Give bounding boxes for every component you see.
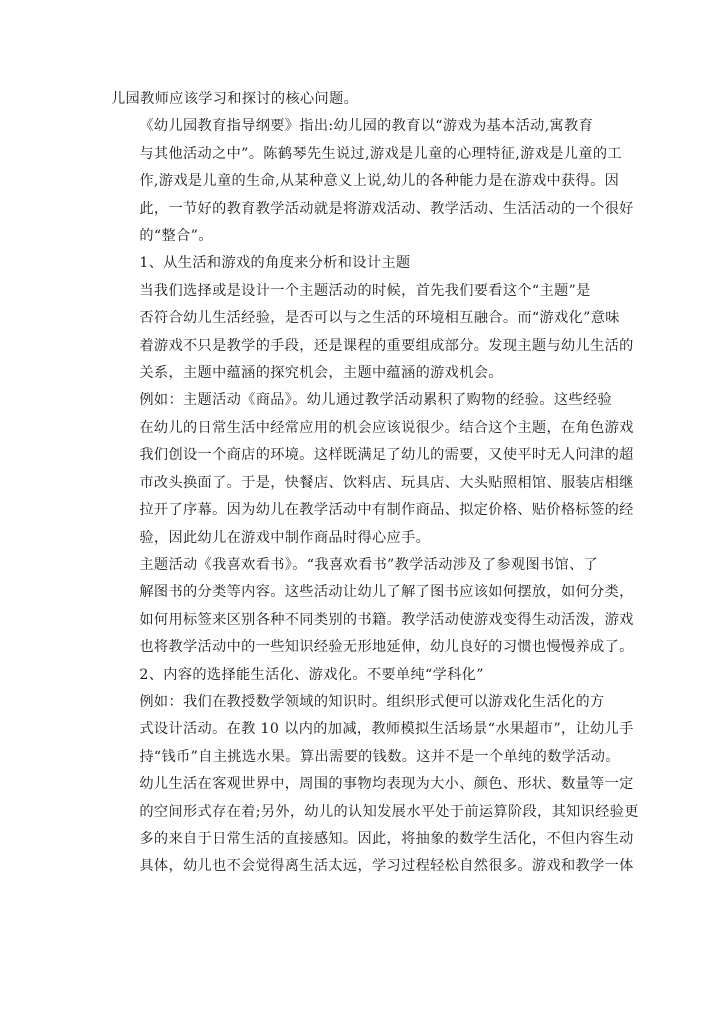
text-line: 作,游戏是儿童的生命,从某种意义上说,幼儿的各种能力是在游戏中获得。因 xyxy=(139,173,620,190)
text-line: 主题活动《我喜欢看书》。“我喜欢看书”教学活动涉及了参观图书馆、了 xyxy=(139,556,599,573)
text-line: 也将教学活动中的一些知识经验无形地延伸，幼儿良好的习惯也慢慢养成了。 xyxy=(139,639,634,656)
text-line: 多的来自于日常生活的直接感知。因此，将抽象的数学生活化，不但内容生动 xyxy=(139,830,634,847)
text-line: 拉开了序幕。因为幼儿在教学活动中有制作商品、拟定价格、贴价格标签的经 xyxy=(139,502,634,519)
paragraph xyxy=(111,689,639,881)
paragraph xyxy=(111,86,609,113)
text-line: 我们创设一个商店的环境。这样既满足了幼儿的需要，又使平时无人问津的超 xyxy=(139,447,634,464)
text-line: 在幼儿的日常生活中经常应用的机会应该说很少。结合这个主题，在角色游戏 xyxy=(139,419,634,436)
paragraph xyxy=(111,387,634,551)
text-line: 与其他活动之中”。陈鹤琴先生说过,游戏是儿童的心理特征,游戏是儿童的工 xyxy=(139,145,622,162)
paragraph xyxy=(111,278,634,388)
text-line: 式设计活动。在教 10 以内的加减，教师模拟生活场景“水果超市”，让幼儿手 xyxy=(139,721,634,738)
paragraph xyxy=(111,250,609,277)
text-line: 验，因此幼儿在游戏中制作商品时得心应手。 xyxy=(139,529,431,546)
paragraph xyxy=(111,662,609,689)
text-line: 当我们选择或是设计一个主题活动的时候，首先我们要看这个“主题”是 xyxy=(139,282,591,299)
text-line: 解图书的分类等内容。这些活动让幼儿了解了图书应该如何摆放，如何分类， xyxy=(139,584,634,601)
text-line: 1、从生活和游戏的角度来分析和设计主题 xyxy=(139,255,411,272)
text-line: 关系，主题中蕴涵的探究机会，主题中蕴涵的游戏机会。 xyxy=(139,365,503,382)
text-line: 持“钱币”自主挑选水果。算出需要的钱数。这并不是一个单纯的数学活动。 xyxy=(139,748,620,765)
text-line: 否符合幼儿生活经验，是否可以与之生活的环境相互融合。而“游戏化”意味 xyxy=(139,310,620,327)
document-page xyxy=(111,86,639,881)
text-line: 的“整合”。 xyxy=(139,228,213,245)
paragraph xyxy=(111,552,634,662)
paragraph xyxy=(111,113,634,250)
text-line: 幼儿生活在客观世界中，周围的事物均表现为大小、颜色、形状、数量等一定 xyxy=(139,776,634,793)
text-line: 《幼儿园教育指导纲要》指出:幼儿园的教育以“游戏为基本活动,寓教育 xyxy=(139,118,594,135)
text-line: 具体，幼儿也不会觉得离生活太远，学习过程轻松自然很多。游戏和教学一体 xyxy=(139,858,634,875)
text-line: 如何用标签来区别各种不同类别的书籍。教学活动使游戏变得生动活泼，游戏 xyxy=(139,611,634,628)
text-line: 市改头换面了。于是，快餐店、饮料店、玩具店、大头贴照相馆、服装店相继 xyxy=(139,474,634,491)
text-line: 例如：我们在教授数学领域的知识时。组织形式便可以游戏化生活化的方 xyxy=(139,693,605,710)
text-line: 此，一节好的教育教学活动就是将游戏活动、教学活动、生活活动的一个很好 xyxy=(139,200,634,217)
text-line: 着游戏不只是教学的手段，还是课程的重要组成部分。发现主题与幼儿生活的 xyxy=(139,337,634,354)
text-line: 的空间形式存在着;另外，幼儿的认知发展水平处于前运算阶段，其知识经验更 xyxy=(139,803,639,820)
text-line: 例如：主题活动《商品》。幼儿通过教学活动累积了购物的经验。这些经验 xyxy=(139,392,613,409)
text-line: 儿园教师应该学习和探讨的核心问题。 xyxy=(111,91,359,107)
text-line: 2、内容的选择能生活化、游戏化。不要单纯“学科化” xyxy=(139,666,484,683)
